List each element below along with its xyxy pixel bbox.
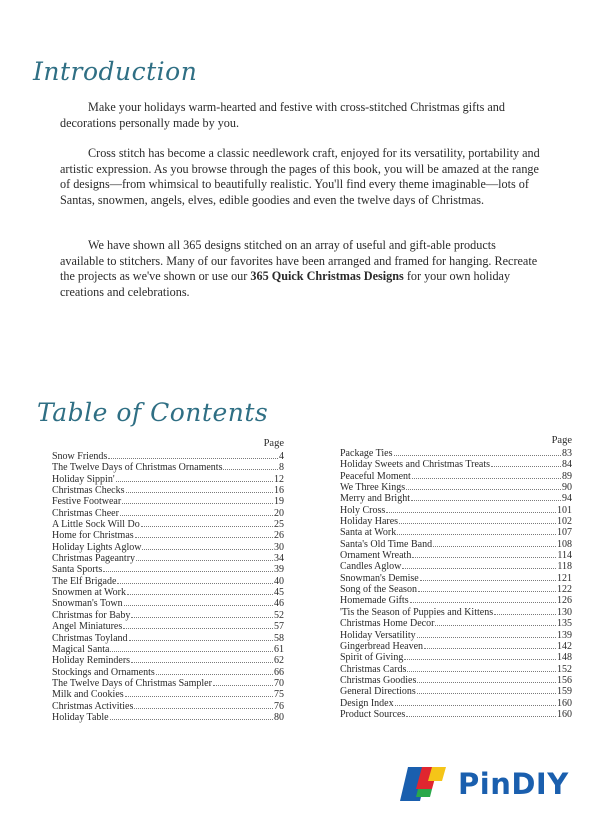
toc-entry-page: 8 <box>279 462 284 474</box>
toc-entry-page: 114 <box>557 550 572 562</box>
toc-dot-leader <box>399 517 556 525</box>
toc-entry-title: Milk and Cookies <box>52 689 124 701</box>
toc-entry <box>340 561 572 572</box>
toc-entry <box>340 709 572 720</box>
toc-entry-title: Package Ties <box>340 448 393 459</box>
toc-entry-page: 122 <box>557 584 572 596</box>
toc-entry <box>340 630 572 641</box>
toc-entry <box>340 675 572 686</box>
toc-entry-title: Holiday Reminders <box>52 655 131 667</box>
toc-right-page-label: Page <box>551 435 572 446</box>
toc-entry <box>52 576 284 587</box>
toc-entry <box>340 573 572 584</box>
toc-entry-page: 160 <box>557 708 572 720</box>
toc-entry-page: 126 <box>557 595 572 607</box>
toc-entry-title: Christmas Pageantry <box>52 553 136 565</box>
toc-entry-page: 39 <box>274 564 284 576</box>
toc-entry-page: 57 <box>274 621 284 633</box>
toc-left-page-label: Page <box>263 438 284 449</box>
toc-dot-leader <box>110 712 273 720</box>
intro-heading: Introduction <box>33 57 198 86</box>
toc-entry-page: 75 <box>274 689 284 701</box>
toc-entry-title: Christmas Cards <box>340 663 407 675</box>
toc-entry <box>340 527 572 538</box>
intro-paragraph-3-after: for your own holiday creations and celebrations. <box>60 269 511 299</box>
toc-entry-title: Design Index <box>340 697 394 709</box>
toc-entry <box>52 485 284 496</box>
toc-entry-page: 94 <box>562 493 572 505</box>
toc-entry-page: 20 <box>274 507 284 519</box>
intro-paragraph-2 <box>60 146 540 208</box>
toc-entry-page: 26 <box>274 530 284 542</box>
toc-dot-leader <box>134 701 273 709</box>
toc-entry-title: Santa Sports <box>52 564 103 576</box>
toc-entry-title: The Elf Brigade <box>52 575 117 587</box>
toc-left-column <box>52 438 284 723</box>
toc-entry-title: 'Tis the Season of Puppies and Kittens <box>340 606 494 618</box>
toc-entry-page: 30 <box>274 541 284 553</box>
toc-entry-title: Angel Miniatures <box>52 621 123 633</box>
toc-entry-title: Merry and Bright <box>340 493 410 505</box>
toc-entry <box>340 686 572 697</box>
toc-dot-leader <box>435 619 556 627</box>
toc-dot-leader <box>120 508 273 516</box>
toc-entry <box>52 462 284 473</box>
toc-entry <box>52 712 284 723</box>
toc-entry <box>52 689 284 700</box>
toc-dot-leader <box>131 610 273 618</box>
toc-dot-leader <box>116 474 273 482</box>
toc-entry-page: 139 <box>557 629 572 641</box>
toc-dot-leader <box>123 622 273 630</box>
toc-entry-title: Homemade Gifts <box>340 595 409 607</box>
toc-entry <box>52 598 284 609</box>
toc-entry <box>340 584 572 595</box>
toc-dot-leader <box>117 576 273 584</box>
toc-dot-leader <box>406 483 561 491</box>
toc-dot-leader <box>213 678 273 686</box>
toc-entry <box>52 519 284 530</box>
toc-dot-leader <box>129 633 273 641</box>
toc-dot-leader <box>110 644 273 652</box>
toc-entry-title: Christmas Cheer <box>52 507 119 519</box>
toc-entry-page: 84 <box>562 459 572 471</box>
toc-dot-leader <box>103 565 273 573</box>
toc-entry <box>340 493 572 504</box>
toc-entry-title: Home for Christmas <box>52 530 134 542</box>
intro-paragraph-3-text <box>60 238 540 300</box>
toc-entry-title: Stockings and Ornaments <box>52 666 155 678</box>
pindiy-logo-icon <box>394 765 452 803</box>
toc-dot-leader <box>223 463 278 471</box>
intro-paragraph-3-before: We have shown all 365 designs stitched on an array of useful and gift-able products available to stitchers. Many of our favorites have been arranged and framed for hanging. Recreate the projects as we've shown or use our <box>60 238 538 283</box>
toc-entry-page: 34 <box>274 553 284 565</box>
toc-entry <box>340 641 572 652</box>
toc-entry <box>52 530 284 541</box>
toc-entry-page: 12 <box>274 473 284 485</box>
toc-dot-leader <box>494 607 556 615</box>
toc-entry-title: Snowmen at Work <box>52 587 127 599</box>
toc-entry-page: 46 <box>274 598 284 610</box>
toc-entry-title: We Three Kings <box>340 482 406 494</box>
toc-entry-page: 142 <box>557 640 572 652</box>
toc-entry-title: A Little Sock Will Do <box>52 519 140 531</box>
toc-entry-page: 159 <box>557 686 572 698</box>
toc-entry <box>52 621 284 632</box>
toc-entry-page: 160 <box>557 697 572 709</box>
toc-dot-leader <box>122 497 273 505</box>
toc-entry <box>52 667 284 678</box>
toc-entry-title: Holiday Lights Aglow <box>52 541 142 553</box>
toc-entry-title: Santa's Old Time Band <box>340 538 433 550</box>
toc-entry-page: 76 <box>274 700 284 712</box>
toc-dot-leader <box>491 460 561 468</box>
toc-entry-title: Christmas Activities <box>52 700 134 712</box>
toc-dot-leader <box>397 528 556 536</box>
pindiy-watermark <box>394 765 569 803</box>
toc-entry-title: Spirit of Giving <box>340 652 404 664</box>
toc-entry-page: 89 <box>562 470 572 482</box>
toc-entry-title: Holiday Table <box>52 711 109 723</box>
toc-entry-title: Magical Santa <box>52 643 110 655</box>
toc-entry-page: 148 <box>557 652 572 664</box>
toc-dot-leader <box>135 531 273 539</box>
toc-entry <box>340 607 572 618</box>
toc-entry <box>52 610 284 621</box>
intro-paragraph-1-text: Make your holidays warm-hearted and festive with cross-stitched Christmas gifts and decorations personally made by you. <box>60 100 505 130</box>
toc-entry <box>52 587 284 598</box>
toc-dot-leader <box>402 562 556 570</box>
toc-dot-leader <box>410 596 556 604</box>
toc-entry-title: Christmas Goodies <box>340 674 417 686</box>
toc-entry-page: 90 <box>562 482 572 494</box>
toc-entry-page: 102 <box>557 516 572 528</box>
toc-dot-leader <box>127 588 273 596</box>
toc-dot-leader <box>142 542 273 550</box>
toc-entry-page: 62 <box>274 655 284 667</box>
toc-entry <box>340 482 572 493</box>
toc-dot-leader <box>126 486 274 494</box>
toc-entry-page: 80 <box>274 711 284 723</box>
toc-entry <box>52 451 284 462</box>
toc-dot-leader <box>412 471 561 479</box>
intro-paragraph-1 <box>60 100 540 131</box>
toc-entry <box>52 542 284 553</box>
toc-entry-title: Festive Footwear <box>52 496 122 508</box>
toc-entry <box>340 595 572 606</box>
toc-dot-leader <box>407 664 556 672</box>
toc-entry <box>340 539 572 550</box>
toc-entry <box>340 516 572 527</box>
toc-dot-leader <box>417 675 556 683</box>
toc-dot-leader <box>424 641 556 649</box>
toc-entry-title: Candles Aglow <box>340 561 402 573</box>
toc-entry-title: Holiday Versatility <box>340 629 416 641</box>
toc-entry <box>52 701 284 712</box>
toc-left-entries <box>52 451 284 723</box>
toc-heading: Table of Contents <box>37 398 269 427</box>
toc-entry-title: Ornament Wreath <box>340 550 412 562</box>
toc-entry <box>340 618 572 629</box>
toc-entry <box>340 652 572 663</box>
toc-entry <box>52 474 284 485</box>
toc-dot-leader <box>124 599 273 607</box>
toc-dot-leader <box>156 667 273 675</box>
toc-dot-leader <box>433 539 556 547</box>
toc-entry-title: Santa at Work <box>340 527 397 539</box>
toc-entry <box>52 496 284 507</box>
toc-entry <box>52 678 284 689</box>
toc-entry <box>340 471 572 482</box>
toc-entry-page: 108 <box>557 538 572 550</box>
toc-entry-title: Peaceful Moment <box>340 470 411 482</box>
toc-entry <box>340 505 572 516</box>
toc-entry-title: Snowman's Town <box>52 598 123 610</box>
toc-entry-page: 61 <box>274 643 284 655</box>
toc-entry <box>52 633 284 644</box>
pindiy-brand-text: PinDIY <box>458 767 569 801</box>
toc-entry <box>340 698 572 709</box>
toc-entry-page: 45 <box>274 587 284 599</box>
toc-entry-page: 156 <box>557 674 572 686</box>
toc-dot-leader <box>125 690 273 698</box>
toc-dot-leader <box>136 554 273 562</box>
toc-entry-title: Christmas Toyland <box>52 632 128 644</box>
toc-dot-leader <box>417 687 556 695</box>
toc-entry-title: Holiday Sippin' <box>52 473 115 485</box>
toc-entry-title: Holiday Sweets and Christmas Treats <box>340 459 490 471</box>
toc-dot-leader <box>412 551 556 559</box>
toc-entry-page: 16 <box>274 485 284 497</box>
toc-entry-page: 66 <box>274 666 284 678</box>
toc-entry <box>340 448 572 459</box>
toc-entry-title: Christmas Home Decor <box>340 618 435 630</box>
toc-dot-leader <box>395 698 556 706</box>
toc-entry <box>340 459 572 470</box>
toc-entry-page: 121 <box>557 572 572 584</box>
intro-paragraph-3 <box>60 238 540 300</box>
toc-dot-leader <box>394 449 562 457</box>
toc-entry-title: General Directions <box>340 686 416 698</box>
toc-entry-page: 107 <box>557 527 572 539</box>
toc-entry-page: 40 <box>274 575 284 587</box>
toc-entry-page: 58 <box>274 632 284 644</box>
toc-entry <box>52 508 284 519</box>
toc-entry <box>52 655 284 666</box>
intro-paragraph-2-text: Cross stitch has become a classic needlework craft, enjoyed for its versatility, portability and artistic expression. As you browse through the pages of this book, you will be amazed at the range of designs—from whimsical to beautifully realistic. You'll find every theme imaginable—lots of Santas, snowmen, angels, elves, edible goodies and even the twelve days of Christmas. <box>60 146 540 207</box>
toc-entry <box>340 550 572 561</box>
toc-dot-leader <box>108 452 278 460</box>
toc-entry-page: 130 <box>557 606 572 618</box>
toc-dot-leader <box>386 505 556 513</box>
toc-entry <box>52 644 284 655</box>
toc-entry-page: 52 <box>274 609 284 621</box>
toc-dot-leader <box>406 709 556 717</box>
toc-entry-title: Holiday Hares <box>340 516 399 528</box>
toc-dot-leader <box>131 656 273 664</box>
toc-entry-title: Snow Friends <box>52 451 108 462</box>
toc-entry-page: 19 <box>274 496 284 508</box>
toc-entry-title: Song of the Season <box>340 584 417 596</box>
toc-dot-leader <box>404 653 556 661</box>
toc-dot-leader <box>418 585 556 593</box>
toc-entry-page: 101 <box>557 504 572 516</box>
toc-entry <box>52 553 284 564</box>
toc-entry-page: 152 <box>557 663 572 675</box>
toc-entry-page: 135 <box>557 618 572 630</box>
toc-entry-title: The Twelve Days of Christmas Ornaments <box>52 462 223 474</box>
book-title-bold: 365 Quick Christmas Designs <box>250 269 404 283</box>
toc-right-column <box>340 435 572 720</box>
toc-entry-title: Gingerbread Heaven <box>340 640 424 652</box>
toc-entry-title: Christmas for Baby <box>52 609 131 621</box>
toc-entry <box>52 564 284 575</box>
toc-entry-title: Product Sources <box>340 708 406 720</box>
toc-right-entries <box>340 448 572 720</box>
toc-entry-page: 118 <box>557 561 572 573</box>
toc-entry <box>340 664 572 675</box>
toc-entry-title: Holy Cross <box>340 504 386 516</box>
toc-entry-page: 70 <box>274 677 284 689</box>
toc-dot-leader <box>420 573 556 581</box>
toc-entry-page: 25 <box>274 519 284 531</box>
toc-dot-leader <box>141 520 273 528</box>
toc-dot-leader <box>411 494 561 502</box>
toc-entry-title: The Twelve Days of Christmas Sampler <box>52 677 212 689</box>
toc-dot-leader <box>417 630 556 638</box>
toc-entry-page: 4 <box>279 451 284 462</box>
toc-entry-title: Snowman's Demise <box>340 572 419 584</box>
toc-entry-page: 83 <box>562 448 572 459</box>
toc-entry-title: Christmas Checks <box>52 485 125 497</box>
